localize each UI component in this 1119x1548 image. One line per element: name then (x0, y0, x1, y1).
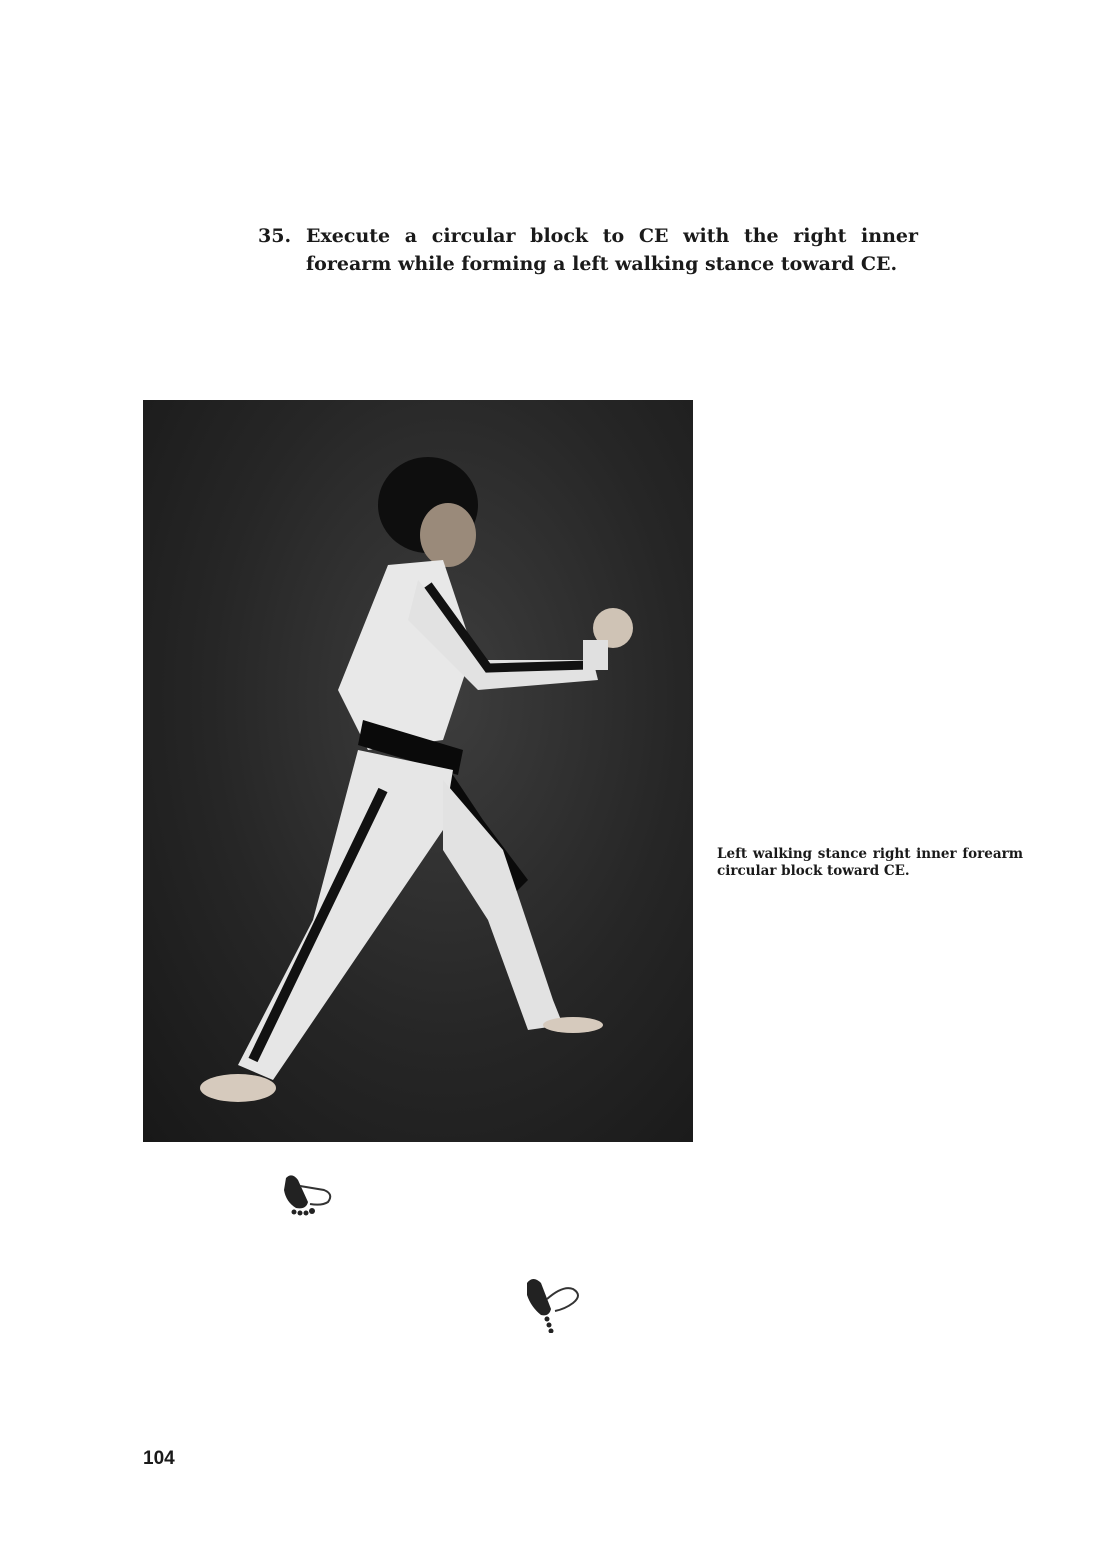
step-text: Execute a circular block to CE with the right inner forearm while forming a left walking stance toward CE. (306, 225, 918, 275)
step-number: 35. (258, 225, 292, 247)
right-foot-icon (523, 1275, 585, 1333)
photo-caption: Left walking stance right inner forearm circular block toward CE. (717, 846, 1023, 879)
left-foot-icon (278, 1172, 340, 1220)
page-number: 104 (143, 1448, 175, 1469)
martial-artist-figure (143, 400, 693, 1142)
instruction-step (258, 222, 918, 278)
technique-photo (143, 400, 693, 1142)
